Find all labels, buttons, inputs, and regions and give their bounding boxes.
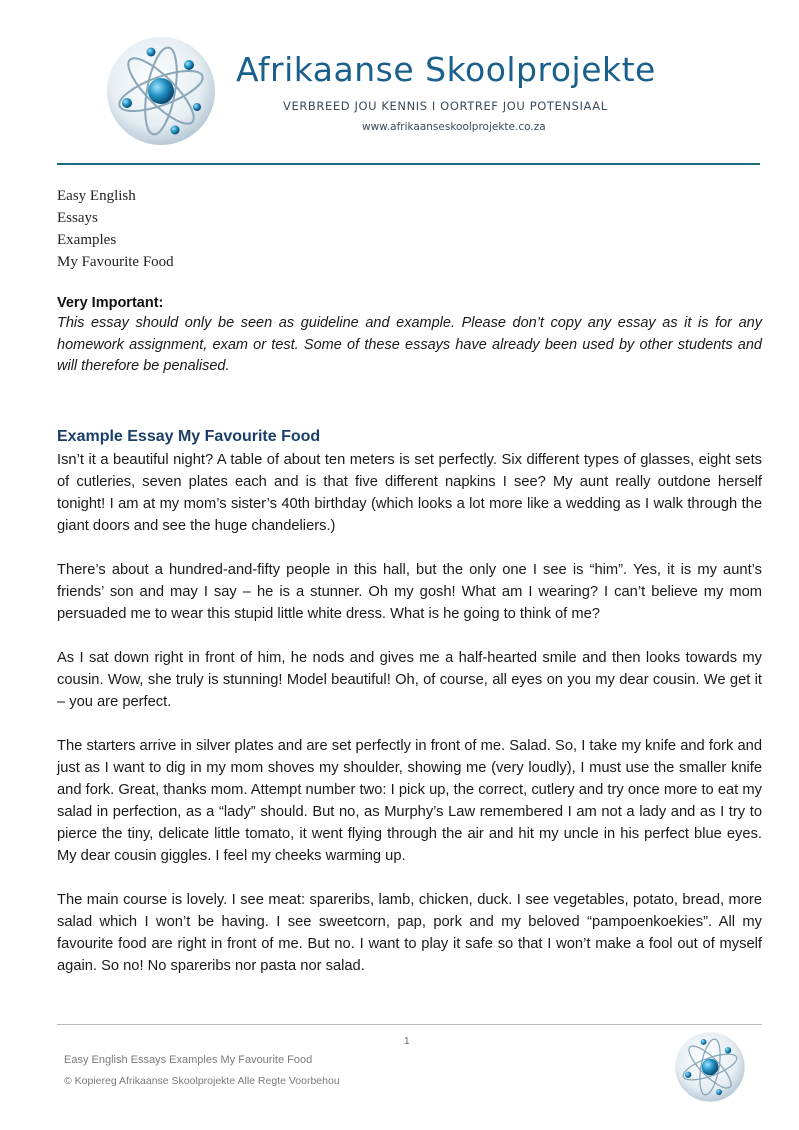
footer-title: Easy English Essays Examples My Favourite Food — [64, 1054, 313, 1066]
brand-tagline: VERBREED JOU KENNIS I OORTREF JOU POTENSIAAL — [283, 99, 608, 113]
footer-copyright: © Kopiereg Afrikaanse Skoolprojekte Alle Regte Voorbehou — [64, 1075, 340, 1087]
essay — [57, 426, 762, 999]
notice-title: Very Important: — [57, 295, 164, 311]
breadcrumb-item: Easy English — [57, 188, 136, 204]
brand-url[interactable]: www.afrikaanseskoolprojekte.co.za — [362, 121, 546, 133]
notice-body: This essay should only be seen as guideline and example. Please don’t copy any essay as it is for any homework assignment, exam or test. Some of these essays have already been used by other students and will therefore be penalised. — [57, 315, 762, 374]
essay-paragraph: There’s about a hundred-and-fifty people in this hall, but the only one I see is “him”. Yes, it is my aunt’s friends’ son and may I say – he is a stunner. Oh my gosh! What am I wearing? I can’t believe my mom persuaded me to wear this stupid little white dress. What is he going to think of me? — [57, 562, 762, 622]
essay-paragraph: The main course is lovely. I see meat: spareribs, lamb, chicken, duck. I see vegetables, potato, bread, more salad which I won’t be having. I see sweetcorn, pap, pork and my beloved “pampoenkoekies”. All my favourite food are right in front of me. But no. I want to play it safe so that I won’t make a fool out of myself again. So no! No spareribs nor pasta nor salad. — [57, 892, 762, 974]
essay-paragraph: As I sat down right in front of him, he nods and gives me a half-hearted smile and then looks towards my cousin. Wow, she truly is stunning! Model beautiful! Oh, of course, all eyes on you my dear cousin. We get it – you are perfect. — [57, 650, 762, 710]
atom-logo-icon — [674, 1031, 746, 1103]
brand-title: Afrikaanse Skoolprojekte — [236, 50, 656, 89]
page-number: 1 — [404, 1036, 410, 1047]
breadcrumb-item: Examples — [57, 232, 117, 248]
important-notice — [57, 293, 762, 378]
essay-title: Example Essay My Favourite Food — [57, 428, 321, 445]
breadcrumb-item: Essays — [57, 210, 98, 226]
essay-paragraph: The starters arrive in silver plates and are set perfectly in front of me. Salad. So, I take my knife and fork and just as I want to dig in my mom shoves my shoulder, showing me (very loudly), I must use the smaller knife and fork. Great, thanks mom. Attempt number two: I pick up, the correct, cutlery and try once more to eat my salad in perfection, as a “lady” should. But no, as Murphy’s Law remembered I am not a lady and as I try to pierce the tiny, delicate little tomato, it went flying through the air and hit my uncle in his perfect blue eyes. My dear cousin giggles. I feel my cheeks warming up. — [57, 738, 762, 864]
footer-divider — [57, 1024, 762, 1025]
breadcrumb-item: My Favourite Food — [57, 254, 174, 270]
header-divider — [57, 163, 760, 165]
essay-paragraph: Isn’t it a beautiful night? A table of about ten meters is set perfectly. Six different types of glasses, eight sets of cutleries, seven plates each and is that five different napkins I see? My aunt really outdone herself tonight! I am at my mom’s sister’s 40th birthday (which looks a lot more like a wedding as I walk through the giant doors and see the huge chandeliers.) — [57, 452, 762, 534]
atom-logo-icon — [105, 35, 217, 147]
breadcrumb — [57, 185, 174, 273]
